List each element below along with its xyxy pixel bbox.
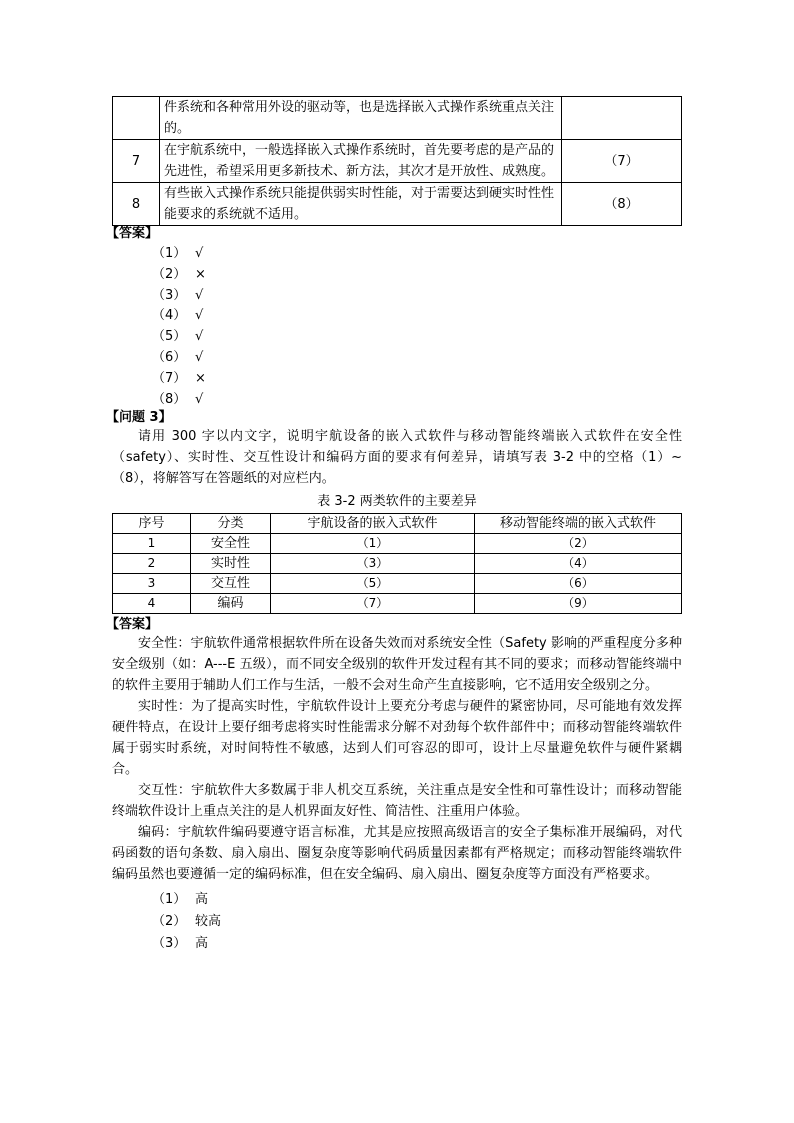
list-item [152,244,682,265]
answer-number: （2） [152,266,187,282]
mobile-cell: （9） [475,594,682,614]
mobile-cell: （6） [475,574,682,594]
mobile-cell: （2） [475,534,682,554]
list-item [152,306,682,327]
answer-number: （4） [152,308,187,324]
row-category: 编码 [191,594,271,614]
column-header: 分类 [191,514,271,534]
answer-value: 高 [195,892,209,908]
list-item [152,911,682,933]
table-caption: 表 3-2 两类软件的主要差异 [317,494,477,510]
table-row [113,574,682,594]
row-number: 4 [113,594,191,614]
answer-number: （6） [152,349,187,365]
aerospace-cell: （5） [271,574,475,594]
answer-mark: √ [195,246,204,261]
row-description: 在宇航系统中，一般选择嵌入式操作系统时，首先要考虑的是产品的先进性，希望采用更多新技术、新方法，其次才是开放性、成熟度。 [160,140,562,183]
row-number [113,97,160,140]
row-number: 8 [113,183,160,226]
answer-mark: √ [195,287,204,303]
list-item [152,369,682,390]
answer-number: （3） [152,287,187,303]
row-category: 实时性 [191,554,271,574]
table-row [113,97,682,140]
column-header: 移动智能终端的嵌入式软件 [475,514,682,534]
answer-number: （8） [152,391,187,407]
list-item [152,286,682,307]
answer-number: （7） [152,370,187,386]
row-number: 1 [113,534,191,554]
list-item [152,327,682,348]
answer-mark: √ [195,329,204,345]
list-item [152,390,682,411]
answer-list [152,244,682,410]
answer-mark: √ [195,308,204,324]
list-item [152,933,682,955]
question-heading: 【问题 3】 [106,410,172,426]
row-description: 有些嵌入式操作系统只能提供弱实时性能，对于需要达到硬实时性性能要求的系统就不适用。 [160,183,562,226]
aerospace-cell: （7） [271,594,475,614]
row-number: 3 [113,574,191,594]
table-row [113,554,682,574]
table-row [113,594,682,614]
table-row [113,140,682,183]
document-page [106,96,682,955]
comparison-table [112,513,682,614]
answer-value: 较高 [195,914,222,930]
answer-paragraph-interaction: 交互性：宇航软件大多数属于非人机交互系统，关注重点是安全性和可靠性设计；而移动智能终端软件设计上重点关注的是人机界面友好性、简洁性、注重用户体验。 [112,783,682,820]
answer-number: （1） [152,246,187,261]
answer-number: （2） [152,914,187,930]
answer-mark: √ [195,349,204,365]
list-item [152,348,682,369]
table-header-row [113,514,682,534]
row-answer-slot: （7） [562,140,682,183]
list-item [152,265,682,286]
answer-mark: √ [195,391,204,407]
answer-heading: 【答案】 [106,617,159,633]
column-header: 宇航设备的嵌入式软件 [271,514,475,534]
list-item [152,889,682,911]
answer-mark: × [195,266,206,282]
row-number: 7 [113,140,160,183]
question-text: 请用 300 字以内文字，说明宇航设备的嵌入式软件与移动智能终端嵌入式软件在安全性（safety）、实时性、交互性设计和编码方面的要求有何差异，请填写表 3-2 中的空格（1）~（8），将解答写在答题纸的对应栏内。 [112,429,682,487]
answer-values-list [152,889,682,955]
mobile-cell: （4） [475,554,682,574]
row-number: 2 [113,554,191,574]
answer-heading: 【答案】 [106,226,159,241]
judgement-table [112,96,682,226]
answer-number: （1） [152,892,187,908]
answer-mark: × [195,370,206,386]
answer-paragraph-safety: 安全性：宇航软件通常根据软件所在设备失效而对系统安全性（Safety 影响的严重程度分多种安全级别（如：A---E 五级），而不同安全级别的软件开发过程有其不同的要求；而移动智能终端中的软件主要用于辅助人们工作与生活，一般不会对生命产生直接影响，它不适用安全级别之分。 [112,636,682,694]
aerospace-cell: （1） [271,534,475,554]
row-category: 交互性 [191,574,271,594]
answer-number: （5） [152,329,187,345]
answer-number: （3） [152,936,187,952]
row-description: 件系统和各种常用外设的驱动等，也是选择嵌入式操作系统重点关注的。 [160,97,562,140]
table-row [113,534,682,554]
row-answer-slot [562,97,682,140]
aerospace-cell: （3） [271,554,475,574]
answer-paragraph-coding: 编码：宇航软件编码要遵守语言标准，尤其是应按照高级语言的安全子集标准开展编码，对代码函数的语句条数、扇入扇出、圈复杂度等影响代码质量因素都有严格规定；而移动智能终端软件编码虽然也要遵循一定的编码标准，但在安全编码、扇入扇出、圈复杂度等方面没有严格要求。 [112,825,682,883]
table-row [113,183,682,226]
column-header: 序号 [113,514,191,534]
row-answer-slot: （8） [562,183,682,226]
row-category: 安全性 [191,534,271,554]
answer-paragraph-realtime: 实时性：为了提高实时性，宇航软件设计上要充分考虑与硬件的紧密协同，尽可能地有效发挥硬件特点，在设计上要仔细考虑将实时性能需求分解不对劲每个软件部件中；而移动智能终端软件属于弱实时系统，对时间特性不敏感，达到人们可容忍的即可，设计上尽量避免软件与硬件紧耦合。 [112,699,682,778]
answer-value: 高 [195,936,209,952]
